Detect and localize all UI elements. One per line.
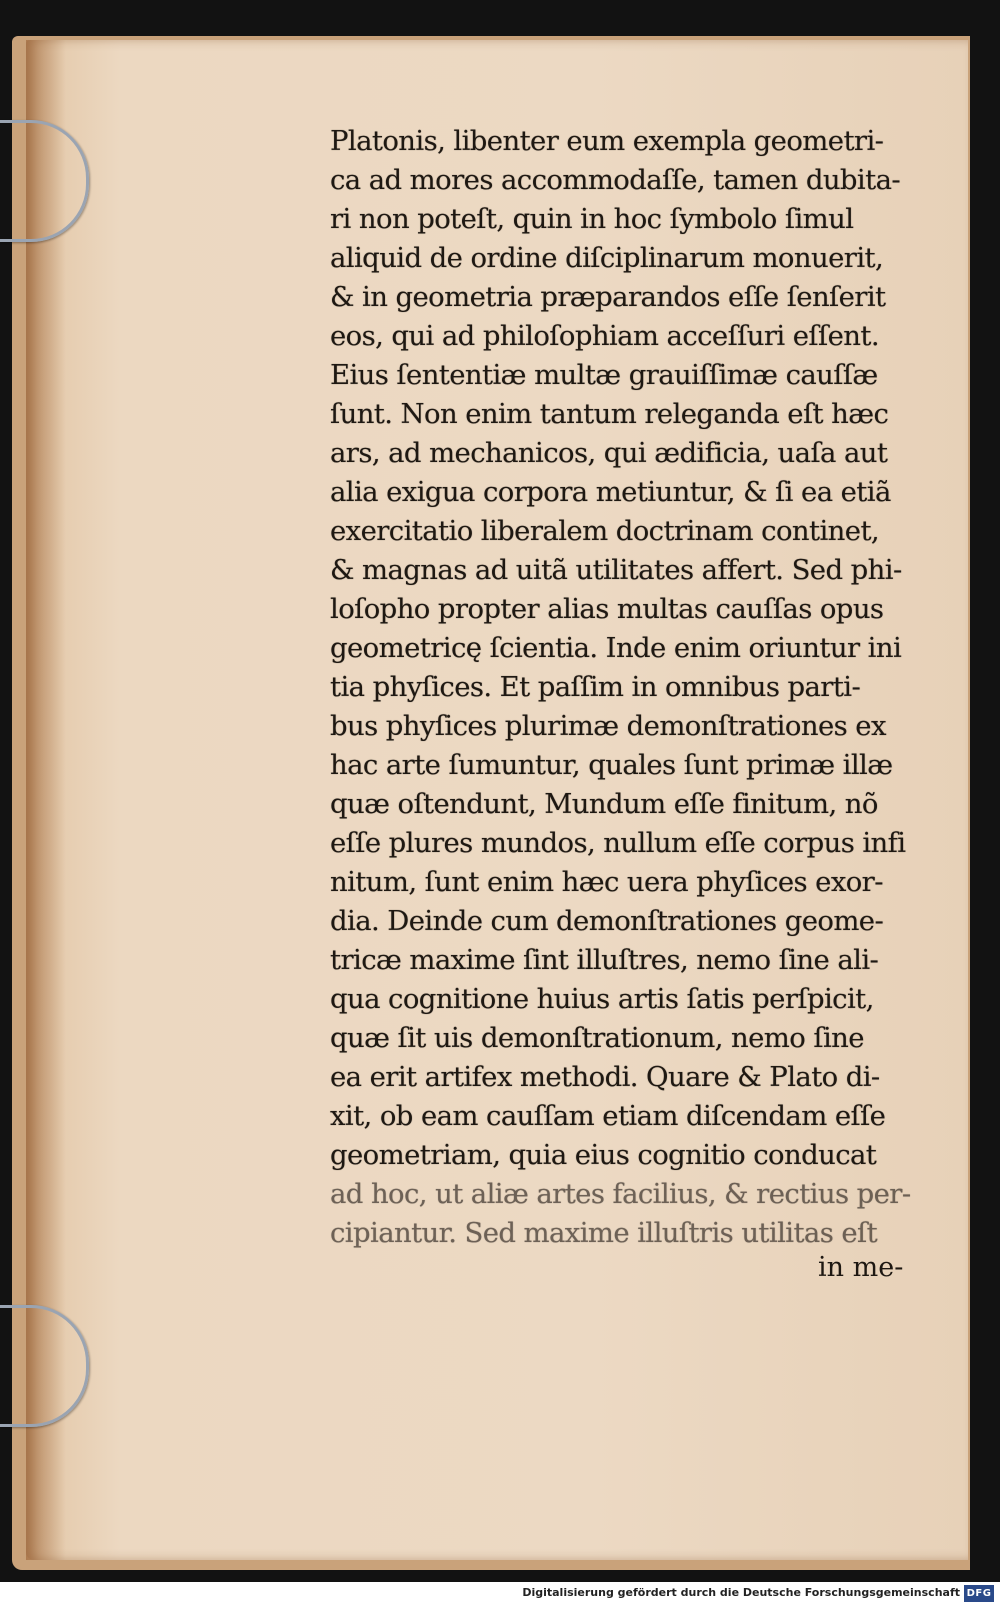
text-line: Platonis, libenter eum exempla geometri-: [330, 125, 884, 157]
text-line: ri non poteſt, quin in hoc ſymbolo ſimul: [330, 203, 854, 235]
text-line: alia exigua corpora metiuntur, & ſi ea etiã: [330, 476, 891, 508]
digitization-footer: [0, 1582, 1000, 1606]
text-line: tia phyſices. Et paſſim in omnibus parti-: [330, 671, 861, 703]
text-line: xit, ob eam cauſſam etiam diſcendam eſſe: [330, 1100, 886, 1132]
text-line: ca ad mores accommodaſſe, tamen dubita-: [330, 164, 901, 196]
text-line: qua cognitione huius artis ſatis perſpicit,: [330, 983, 874, 1015]
text-line: quæ ſit uis demonſtrationum, nemo ſine: [330, 1022, 864, 1054]
text-line: cipiantur. Sed maxime illuſtris utilitas eſt: [330, 1217, 878, 1249]
body-text: [330, 122, 950, 1253]
text-line: quæ oſtendunt, Mundum eſſe finitum, nõ: [330, 788, 878, 820]
text-line: eos, qui ad philoſophiam acceſſuri eſſent.: [330, 320, 879, 352]
text-line: ars, ad mechanicos, qui ædificia, uaſa aut: [330, 437, 888, 469]
text-line: ſunt. Non enim tantum releganda eſt hæc: [330, 398, 889, 430]
text-line: & in geometria præparandos eſſe ſenſerit: [330, 281, 886, 313]
text-line: geometriam, quia eius cognitio conducat: [330, 1139, 877, 1171]
text-line: ad hoc, ut aliæ artes facilius, & rectius per-: [330, 1178, 911, 1210]
text-line: eſſe plures mundos, nullum eſſe corpus infi: [330, 827, 906, 859]
text-line: ea erit artifex methodi. Quare & Plato di-: [330, 1061, 880, 1093]
funding-credit: Digitalisierung gefördert durch die Deutsche Forschungsgemeinschaft: [522, 1586, 960, 1599]
text-line: tricæ maxime ſint illuſtres, nemo ſine ali-: [330, 944, 879, 976]
text-line: exercitatio liberalem doctrinam continet,: [330, 515, 880, 547]
text-line: & magnas ad uitã utilitates affert. Sed phi-: [330, 554, 902, 586]
text-line: bus phyſices plurimæ demonſtrationes ex: [330, 710, 886, 742]
text-line: Eius ſententiæ multæ grauiſſimæ cauſſæ: [330, 359, 878, 391]
text-line: hac arte ſumuntur, quales ſunt primæ illæ: [330, 749, 893, 781]
catchword: in me-: [818, 1252, 904, 1283]
text-line: loſopho propter alias multas cauſſas opus: [330, 593, 884, 625]
text-line: geometricę ſcientia. Inde enim oriuntur ini: [330, 632, 902, 664]
text-line: dia. Deinde cum demonſtrationes geome-: [330, 905, 884, 937]
text-line: aliquid de ordine diſciplinarum monuerit,: [330, 242, 884, 274]
dfg-logo-icon: DFG: [964, 1585, 994, 1602]
text-line: nitum, ſunt enim hæc uera phyſices exor-: [330, 866, 883, 898]
